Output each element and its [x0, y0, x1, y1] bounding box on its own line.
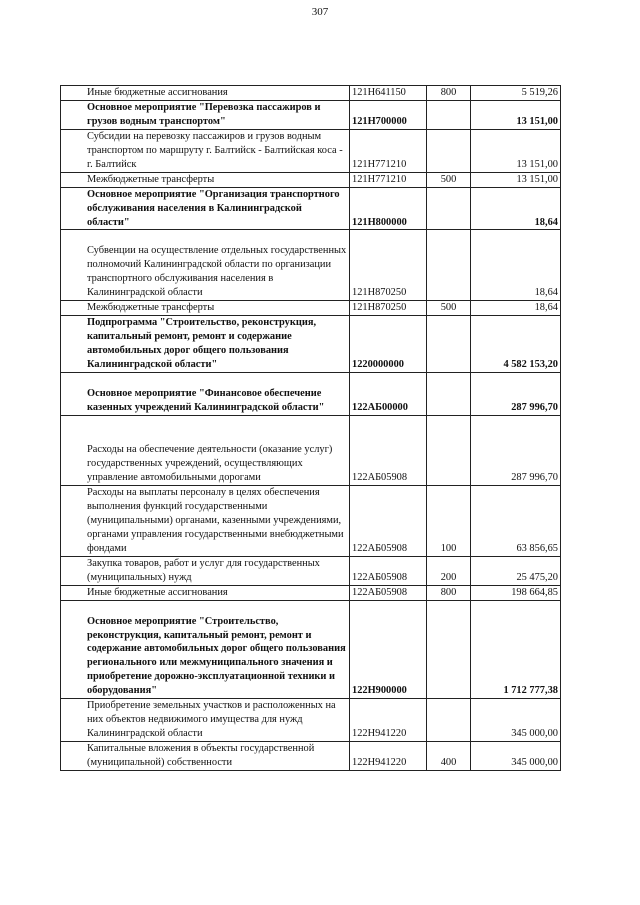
- table-row: [61, 86, 561, 101]
- row-name: Расходы на выплаты персоналу в целях обеспечения выполнения функций государственными (муниципальными) органами, казенными учреждениями, органами управления государственными внебюджетными фондами: [61, 486, 350, 557]
- row-code: 122Н941220: [350, 699, 427, 742]
- row-name: Основное мероприятие "Строительство, реконструкция, капитальный ремонт, ремонт и содержание автомобильных дорог общего пользования регионального или межмуниципального значения и приобретение дорожно-эксплуатационной техники и оборудования": [61, 600, 350, 698]
- row-expense-type: 200: [427, 556, 471, 585]
- row-sum: 1 712 777,38: [471, 600, 561, 698]
- row-expense-type: 400: [427, 741, 471, 770]
- row-expense-type: 500: [427, 172, 471, 187]
- row-name: Закупка товаров, работ и услуг для государственных (муниципальных) нужд: [61, 556, 350, 585]
- row-expense-type: [427, 101, 471, 130]
- row-name: Субвенции на осуществление отдельных государственных полномочий Калининградской области по организации транспортного обслуживания населения в Калининградской области: [61, 230, 350, 301]
- row-expense-type: 100: [427, 486, 471, 557]
- table-row: [61, 415, 561, 486]
- row-name: Основное мероприятие "Финансовое обеспечение казенных учреждений Калининградской области": [61, 372, 350, 415]
- row-name: Основное мероприятие "Организация транспортного обслуживания населения в Калининградской области": [61, 187, 350, 230]
- row-sum: 345 000,00: [471, 699, 561, 742]
- row-name: Иные бюджетные ассигнования: [61, 86, 350, 101]
- budget-table-body: [61, 86, 561, 771]
- table-row: [61, 301, 561, 316]
- table-row: [61, 187, 561, 230]
- row-expense-type: [427, 415, 471, 486]
- table-row: [61, 172, 561, 187]
- row-expense-type: 500: [427, 301, 471, 316]
- row-code: 122АБ05908: [350, 415, 427, 486]
- row-code: 122АБ05908: [350, 585, 427, 600]
- row-expense-type: [427, 129, 471, 172]
- row-sum: 287 996,70: [471, 372, 561, 415]
- row-code: 122АБ05908: [350, 556, 427, 585]
- table-row: [61, 585, 561, 600]
- row-expense-type: [427, 600, 471, 698]
- table-row: [61, 600, 561, 698]
- row-code: 121Н870250: [350, 230, 427, 301]
- row-sum: 13 151,00: [471, 101, 561, 130]
- row-sum: 13 151,00: [471, 172, 561, 187]
- row-expense-type: [427, 372, 471, 415]
- row-sum: 63 856,65: [471, 486, 561, 557]
- table-row: [61, 129, 561, 172]
- row-code: 122Н900000: [350, 600, 427, 698]
- row-expense-type: [427, 187, 471, 230]
- row-expense-type: [427, 316, 471, 373]
- row-sum: 18,64: [471, 230, 561, 301]
- row-expense-type: 800: [427, 86, 471, 101]
- row-sum: 13 151,00: [471, 129, 561, 172]
- row-name: Расходы на обеспечение деятельности (оказание услуг) государственных учреждений, осуществляющих управление автомобильными дорогами: [61, 415, 350, 486]
- row-name: Капитальные вложения в объекты государственной (муниципальной) собственности: [61, 741, 350, 770]
- row-code: 121Н641150: [350, 86, 427, 101]
- row-code: 122АБ00000: [350, 372, 427, 415]
- table-row: [61, 230, 561, 301]
- row-name: Иные бюджетные ассигнования: [61, 585, 350, 600]
- row-code: 122Н941220: [350, 741, 427, 770]
- table-row: [61, 486, 561, 557]
- row-code: 122АБ05908: [350, 486, 427, 557]
- row-sum: 5 519,26: [471, 86, 561, 101]
- table-row: [61, 372, 561, 415]
- row-sum: 198 664,85: [471, 585, 561, 600]
- table-row: [61, 316, 561, 373]
- row-name: Приобретение земельных участков и расположенных на них объектов недвижимого имущества для нужд Калининградской области: [61, 699, 350, 742]
- row-sum: 18,64: [471, 187, 561, 230]
- budget-table: [60, 85, 561, 771]
- row-code: 121Н771210: [350, 172, 427, 187]
- row-sum: 345 000,00: [471, 741, 561, 770]
- row-code: 121Н700000: [350, 101, 427, 130]
- row-name: Подпрограмма "Строительство, реконструкция, капитальный ремонт, ремонт и содержание автомобильных дорог общего пользования Калининградской области": [61, 316, 350, 373]
- row-name: Основное мероприятие "Перевозка пассажиров и грузов водным транспортом": [61, 101, 350, 130]
- row-expense-type: 800: [427, 585, 471, 600]
- row-sum: 287 996,70: [471, 415, 561, 486]
- row-name: Межбюджетные трансферты: [61, 172, 350, 187]
- row-name: Межбюджетные трансферты: [61, 301, 350, 316]
- row-code: 1220000000: [350, 316, 427, 373]
- row-expense-type: [427, 699, 471, 742]
- table-row: [61, 556, 561, 585]
- row-sum: 25 475,20: [471, 556, 561, 585]
- row-code: 121Н771210: [350, 129, 427, 172]
- page-number: 307: [311, 6, 329, 18]
- table-row: [61, 699, 561, 742]
- row-sum: 4 582 153,20: [471, 316, 561, 373]
- row-code: 121Н870250: [350, 301, 427, 316]
- row-expense-type: [427, 230, 471, 301]
- row-name: Субсидии на перевозку пассажиров и грузов водным транспортом по маршруту г. Балтийск - Балтийская коса - г. Балтийск: [61, 129, 350, 172]
- table-row: [61, 101, 561, 130]
- row-code: 121Н800000: [350, 187, 427, 230]
- table-row: [61, 741, 561, 770]
- row-sum: 18,64: [471, 301, 561, 316]
